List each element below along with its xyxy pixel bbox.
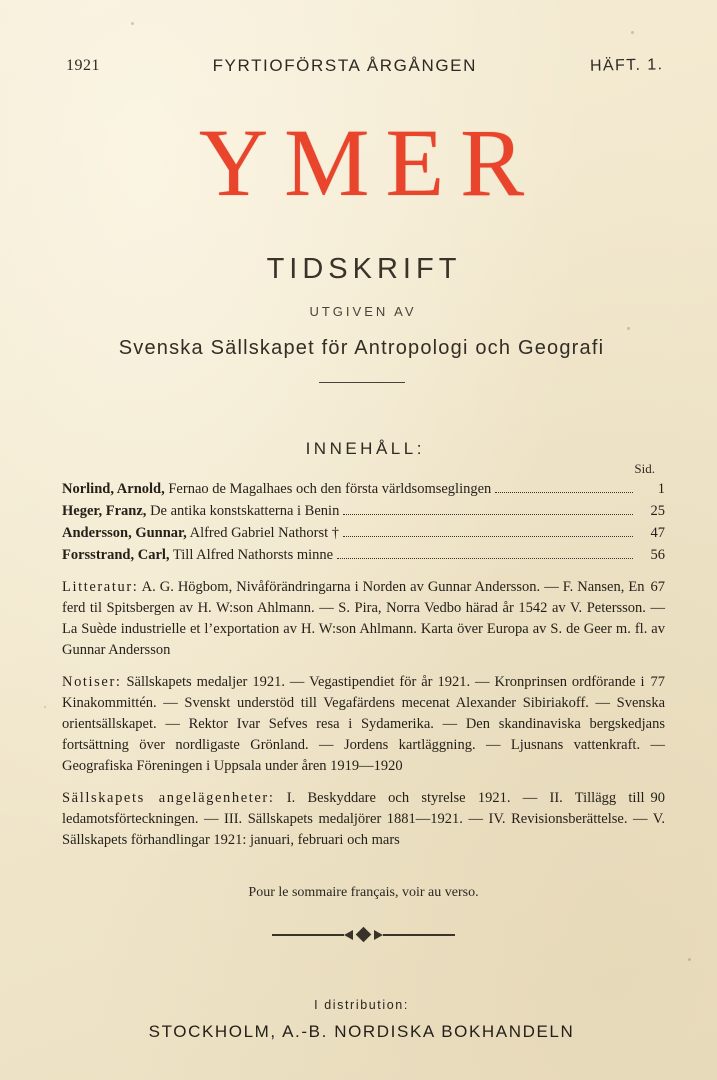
french-summary-note: Pour le sommaire français, voir au verso. [248, 885, 479, 901]
toc-entry-page: 47 [650, 525, 665, 542]
toc-block-page: 67 [650, 579, 665, 596]
header-year: 1921 [66, 57, 100, 74]
published-by-label: UTGIVEN AV [309, 304, 417, 319]
imprint [58, 998, 665, 1042]
masthead [58, 109, 665, 383]
toc-entry-author: Heger, Franz, [62, 503, 147, 520]
leader-dots [343, 535, 633, 537]
header-volume: FYRTIOFÖRSTA ÅRGÅNGEN [212, 56, 477, 75]
toc-entry-author: Forsstrand, Carl, [62, 547, 170, 564]
toc-entry-author: Andersson, Gunnar, [62, 525, 187, 542]
toc-entry [62, 501, 665, 522]
page-header [66, 55, 663, 75]
journal-title: YMER [198, 109, 541, 216]
toc-block-label: Notiser: [62, 674, 122, 691]
toc-entry [62, 523, 665, 544]
header-issue: HÄFT. 1. [589, 56, 664, 75]
ornament-divider [62, 929, 665, 940]
society-name: Svenska Sällskapet för Antropologi och Geografi [118, 337, 605, 359]
table-of-contents [62, 479, 665, 851]
toc-entry-page: 25 [650, 503, 665, 520]
distribution-label: I distribution: [314, 998, 409, 1012]
toc-block-litteratur [62, 577, 665, 661]
contents-heading: INNEHÅLL: [305, 439, 425, 458]
divider-rule [319, 382, 405, 383]
paper-speck [688, 958, 691, 961]
toc-entry-page: 1 [657, 481, 665, 497]
toc-entry-title: Fernao de Magalhaes och den första världsomseglingen [164, 481, 492, 497]
toc-block-page: 77 [650, 674, 665, 691]
toc-block-text: A. G. Högbom, Nivåförändringarna i Norden av Gunnar Andersson. — F. Nansen, En ferd til Spitsbergen av H. W:son Ahlmann. — S. Pira, Norra Vedbo härad år 1542 av V. Petersson. — La Suède industrielle et l’exportation av H. W:son Ahlmann. Karta över Europa av S. de Geer m. fl. av Gunnar Andersson [62, 579, 665, 659]
toc-entry-author: Norlind, Arnold, [62, 481, 165, 497]
toc-block-text: I. Beskyddare och styrelse 1921. — II. Tillägg till ledamotsförteckningen. — III. Sällskapets medaljörer 1881—1921. — IV. Revisionsberättelse. — V. Sällskapets förhandlingar 1921: januari, februari och mars [62, 790, 665, 849]
page-column-label: Sid. [634, 461, 655, 476]
toc-entry [62, 479, 665, 500]
toc-entry [62, 545, 665, 566]
leader-dots [343, 513, 633, 515]
leader-dots [337, 557, 633, 559]
paper-speck [44, 706, 46, 708]
toc-block-sallskapets-angelagenheter [62, 788, 665, 851]
toc-block-label: Sällskapets angelägenheter: [62, 790, 275, 807]
toc-block-page: 90 [650, 790, 665, 807]
toc-entry-title: De antika konstskatterna i Benin [146, 503, 340, 520]
toc-entry-title: Till Alfred Nathorsts minne [169, 547, 334, 564]
publisher-name: STOCKHOLM, A.-B. NORDISKA BOKHANDELN [148, 1022, 575, 1041]
toc-block-text: Sällskapets medaljer 1921. — Vegastipendiet för år 1921. — Kronprinsen ordförande i Kinakommittén. — Svenskt understöd till Vegafärdens mecenat Alexander Sibiriakoff. — Svenska orientsällskapet. — Rektor Ivar Sefves resa i Sydamerika. — Den skandinaviska bergskedjans fortsättning över nordligaste Grönland. — Jordens kartläggning. — Ljusnans vattenkraft. — Geografiska Föreningen i Uppsala under åren 1919—1920 [62, 674, 665, 775]
toc-block-label: Litteratur: [62, 579, 139, 596]
toc-block-notiser [62, 672, 665, 777]
toc-entry-page: 56 [650, 547, 665, 564]
leader-dots [495, 491, 633, 493]
journal-subtitle: TIDSKRIFT [266, 253, 462, 285]
toc-entry-title: Alfred Gabriel Nathorst † [186, 525, 339, 542]
